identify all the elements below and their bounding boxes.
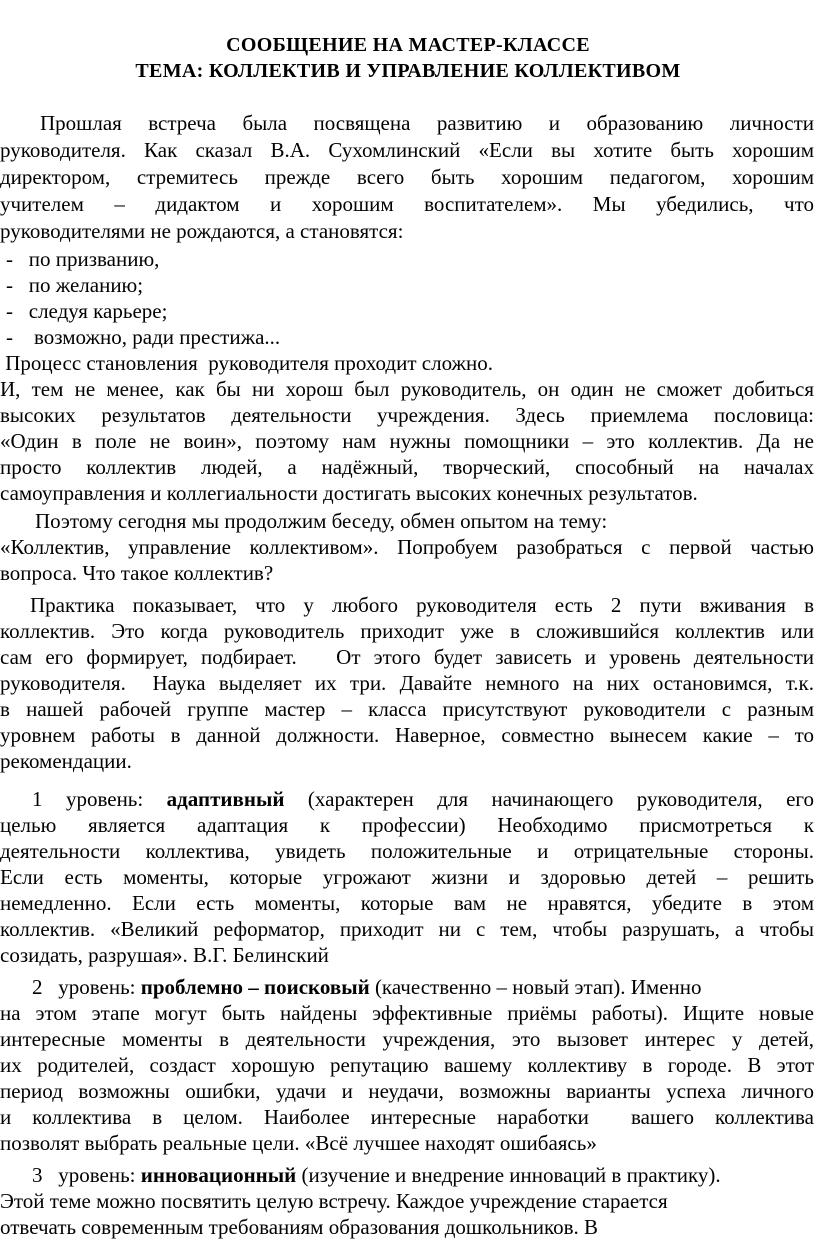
paragraph-line: отвечать современным требованиям образования дошкольников. В: [0, 1215, 599, 1239]
level-1-name: адаптивный: [166, 787, 285, 811]
level-2-desc: (качественно – новый этап). Именно: [369, 975, 702, 999]
paragraph-line: Процесс становления руководителя проходит сложно.: [0, 351, 494, 375]
paragraph-line: директором, стремитесь прежде всего быть хорошим педагогом, хорошим: [0, 165, 814, 189]
paragraph-line: коллектив. Это когда руководитель приходит уже в сложившийся коллектив или: [0, 619, 814, 643]
level-2-prefix: 2 уровень:: [32, 975, 141, 999]
level-1-desc: (характерен для начинающего руководителя, его: [284, 787, 814, 811]
paragraph-line: «Коллектив, управление коллективом». Попробуем разобраться с первой частью: [0, 535, 814, 559]
paragraph-line: сам его формирует, подбирает. От этого будет зависеть и уровень деятельности: [0, 645, 814, 669]
list-item: - возможно, ради престижа...: [6, 325, 281, 349]
level-2-line: [32, 974, 702, 1000]
paragraph-line: вопроса. Что такое коллектив?: [0, 561, 274, 585]
paragraph-line: целью является адаптация к профессии) Необходимо присмотреться к: [0, 813, 814, 837]
paragraph-line: коллектив. «Великий реформатор, приходит ни с тем, чтобы разрушать, а чтобы: [0, 917, 814, 941]
paragraph-line: просто коллектив людей, а надёжный, творческий, способный на началах: [0, 455, 814, 479]
paragraph-line: самоуправления и коллегиальности достигать высоких конечных результатов.: [0, 481, 698, 505]
level-1-prefix: 1 уровень:: [32, 787, 167, 811]
paragraph-line: на этом этапе могут быть найдены эффективные приёмы работы). Ищите новые: [0, 1001, 814, 1025]
paragraph-line: интересные моменты в деятельности учреждения, это вызовет интерес у детей,: [0, 1027, 814, 1051]
paragraph-line: в нашей рабочей группе мастер – класса присутствуют руководители с разным: [0, 697, 814, 721]
paragraph-line: высоких результатов деятельности учреждения. Здесь приемлема пословица:: [0, 403, 814, 427]
paragraph-line: руководителя. Наука выделяет их три. Давайте немного на них остановимся, т.к.: [0, 671, 814, 695]
list-item: - по призванию,: [6, 247, 160, 271]
level-3-desc: (изучение и внедрение инноваций в практику).: [296, 1163, 721, 1187]
paragraph-line: созидать, разрушая». В.Г. Белинский: [0, 943, 329, 967]
level-3-prefix: 3 уровень:: [32, 1163, 141, 1187]
paragraph-line: их родителей, создаст хорошую репутацию вашему коллективу в городе. В этот: [0, 1053, 814, 1077]
level-3-name: инновационный: [140, 1163, 297, 1187]
level-1-line: [32, 786, 814, 812]
paragraph-line: руководителя. Как сказал В.А. Сухомлинский «Если вы хотите быть хорошим: [0, 138, 814, 162]
list-item: - следуя карьере;: [6, 299, 168, 323]
paragraph-line: Поэтому сегодня мы продолжим беседу, обмен опытом на тему:: [35, 509, 608, 533]
level-3-line: [32, 1162, 721, 1188]
paragraph-line: Прошлая встреча была посвящена развитию и образованию личности: [40, 111, 814, 135]
paragraph-line: И, тем не менее, как бы ни хорош был руководитель, он один не сможет добиться: [0, 377, 814, 401]
paragraph-line: позволят выбрать реальные цели. «Всё лучшее находят ошибаясь»: [0, 1131, 597, 1155]
paragraph-line: Практика показывает, что у любого руководителя есть 2 пути вживания в: [30, 593, 814, 617]
paragraph-line: руководителями не рождаются, а становятся:: [0, 219, 404, 243]
paragraph-line: «Один в поле не воин», поэтому нам нужны помощники – это коллектив. Да не: [0, 429, 814, 453]
paragraph-line: рекомендации.: [0, 749, 132, 773]
paragraph-line: период возможны ошибки, удачи и неудачи, возможны варианты успеха личного: [0, 1079, 814, 1103]
level-2-name: проблемно – поисковый: [140, 975, 370, 999]
paragraph-line: немедленно. Если есть моменты, которые вам не нравятся, убедите в этом: [0, 891, 814, 915]
paragraph-line: и коллектива в целом. Наиболее интересные наработки вашего коллектива: [0, 1105, 814, 1129]
paragraph-line: деятельности коллектива, увидеть положительные и отрицательные стороны.: [0, 839, 814, 863]
paragraph-line: Если есть моменты, которые угрожают жизни и здоровью детей – решить: [0, 865, 814, 889]
paragraph-line: уровнем работы в данной должности. Наверное, совместно вынесем какие – то: [0, 723, 814, 747]
paragraph-line: учителем – дидактом и хорошим воспитателем». Мы убедились, что: [0, 192, 814, 216]
title-line-2: ТЕМА: КОЛЛЕКТИВ И УПРАВЛЕНИЕ КОЛЛЕКТИВОМ: [135, 60, 681, 82]
title-line-1: СООБЩЕНИЕ НА МАСТЕР-КЛАССЕ: [226, 34, 590, 56]
list-item: - по желанию;: [6, 273, 144, 297]
paragraph-line: Этой теме можно посвятить целую встречу. Каждое учреждение старается: [0, 1189, 668, 1213]
